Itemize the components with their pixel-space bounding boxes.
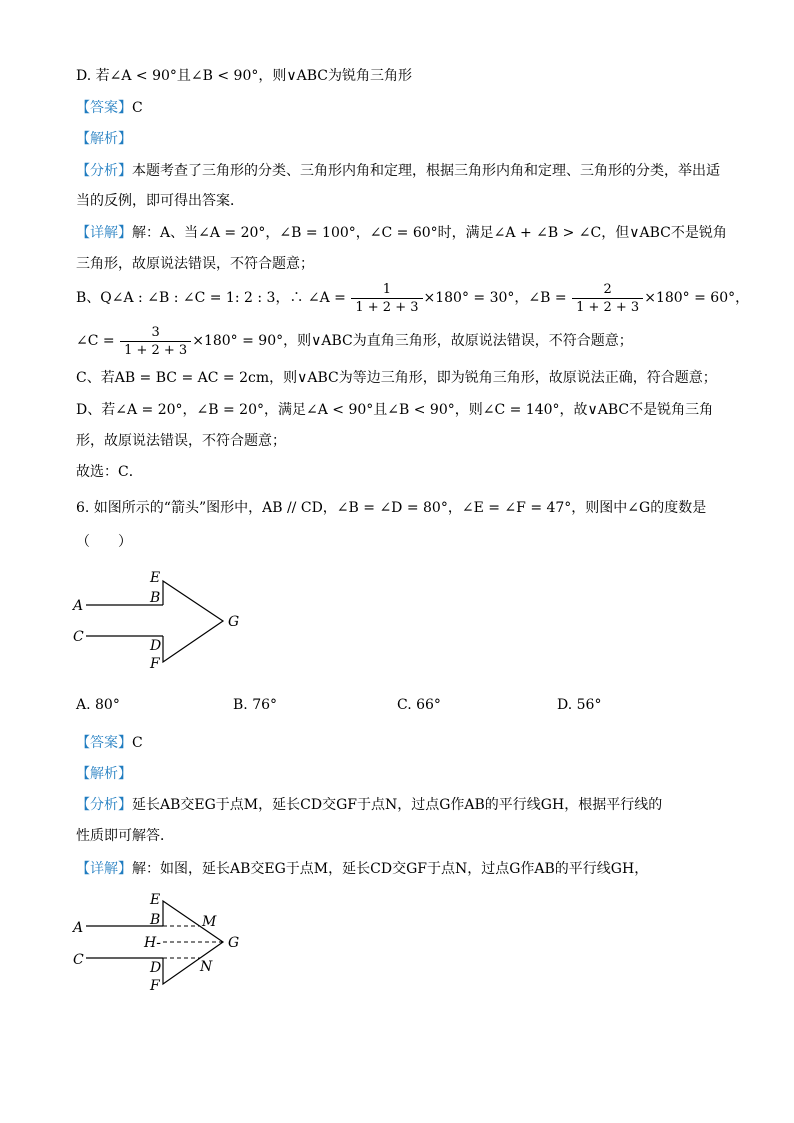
answer-line-1 (76, 98, 143, 118)
fenxi-tag: 【分析】 (76, 163, 132, 179)
label-h: H- (144, 935, 161, 951)
xiangjie-line-1a (76, 223, 727, 243)
xiangjie-line-1b: 三角形，故原说法错误，不符合题意； (76, 256, 314, 272)
analysis-tag: 【解析】 (76, 766, 132, 782)
fraction-2-den: 1 + 2 + 3 (576, 299, 640, 315)
fenxi-text: 延长AB交EG于点M，延长CD交GF于点N，过点G作AB的平行线GH，根据平行线的 (132, 797, 663, 813)
answer-value: C (132, 735, 143, 751)
option-c: C. 66° (397, 697, 441, 713)
option-d-line: D. 若∠A < 90°且∠B < 90°，则∨ABC为锐角三角形 (76, 68, 412, 84)
label-a: A (73, 598, 84, 614)
fenxi-line-1a (76, 161, 720, 181)
arrow-head (163, 581, 223, 662)
label-e: E (150, 570, 161, 586)
option-a: A. 80° (76, 697, 120, 713)
arrow-figure-2 (66, 888, 266, 998)
label-b: B (150, 912, 161, 928)
xj1d-post: ×180° = 90°，则∨ABC为直角三角形，故原说法错误，不符合题意； (192, 333, 633, 349)
xj1c-pre: B、Q∠A : ∠B : ∠C = 1: 2 : 3，∴ ∠A = (76, 290, 346, 306)
label-m: M (202, 914, 217, 930)
xiangjie-line-1d (76, 323, 633, 359)
fenxi-line-1b: 当的反例，即可得出答案． (76, 193, 244, 209)
answer-tag: 【答案】 (76, 735, 132, 751)
fenxi-text: 本题考查了三角形的分类、三角形内角和定理，根据三角形内角和定理、三角形的分类，举出适 (132, 163, 720, 179)
label-b: B (150, 590, 161, 606)
label-c: C (73, 952, 84, 968)
label-d: D (150, 638, 162, 654)
fraction-2-num: 2 (572, 281, 643, 299)
fraction-3 (120, 324, 191, 359)
xiangjie-line-1e: C、若AB = BC = AC = 2cm，则∨ABC为等边三角形，即为锐角三角形，故原说法正确，符合题意； (76, 370, 717, 386)
answer-line-2 (76, 733, 143, 753)
option-b: B. 76° (233, 697, 278, 713)
xiangjie-line-1f: D、若∠A = 20°，∠B = 20°，满足∠A < 90°且∠B < 90°，则∠C = 140°，故∨ABC不是锐角三角 (76, 402, 714, 418)
label-a: A (73, 920, 84, 936)
xiangjie-line-2a (76, 859, 648, 879)
fenxi-line-2a (76, 795, 662, 815)
fenxi-tag: 【分析】 (76, 797, 132, 813)
arrow-figure-1 (66, 566, 266, 676)
xiangjie-line-1h: 故选：C． (76, 464, 143, 480)
answer-value: C (132, 100, 143, 116)
label-g: G (228, 614, 240, 630)
fenxi-line-2b: 性质即可解答． (76, 828, 174, 844)
question-6-line-b: （ ） (76, 534, 132, 550)
label-c: C (73, 629, 84, 645)
xiangjie-line-1c (76, 280, 749, 316)
label-d: D (150, 960, 162, 976)
xiangjie-tag: 【详解】 (76, 861, 132, 877)
label-e: E (150, 892, 161, 908)
xiangjie-text: 解：A、当∠A = 20°，∠B = 100°，∠C = 60°时，满足∠A + ∠B > ∠C，但∨ABC不是锐角 (132, 225, 727, 241)
fraction-1-num: 1 (351, 281, 422, 299)
label-f: F (150, 978, 160, 994)
fraction-3-den: 1 + 2 + 3 (124, 342, 188, 358)
xiangjie-text: 解：如图，延长AB交EG于点M，延长CD交GF于点N，过点G作AB的平行线GH， (132, 861, 649, 877)
option-d: D. 56° (557, 697, 602, 713)
label-n: N (200, 959, 213, 975)
fraction-3-num: 3 (120, 324, 191, 342)
fraction-1-den: 1 + 2 + 3 (355, 299, 419, 315)
xiangjie-tag: 【详解】 (76, 225, 132, 241)
question-6-line-a: 6. 如图所示的“箭头”图形中，AB // CD，∠B = ∠D = 80°，∠E = ∠F = 47°，则图中∠G的度数是 (76, 500, 707, 516)
label-f: F (150, 656, 160, 672)
label-g: G (228, 935, 240, 951)
answer-tag: 【答案】 (76, 100, 132, 116)
analysis-tag-2 (76, 764, 132, 784)
analysis-tag-1 (76, 129, 132, 149)
xj1c-mid: ×180° = 30°，∠B = (423, 290, 567, 306)
fraction-1 (351, 281, 422, 316)
xj1d-pre: ∠C = (76, 333, 115, 349)
xiangjie-line-1g: 形，故原说法错误，不符合题意； (76, 433, 286, 449)
analysis-tag: 【解析】 (76, 131, 132, 147)
xj1c-post: ×180° = 60°， (644, 290, 750, 306)
fraction-2 (572, 281, 643, 316)
